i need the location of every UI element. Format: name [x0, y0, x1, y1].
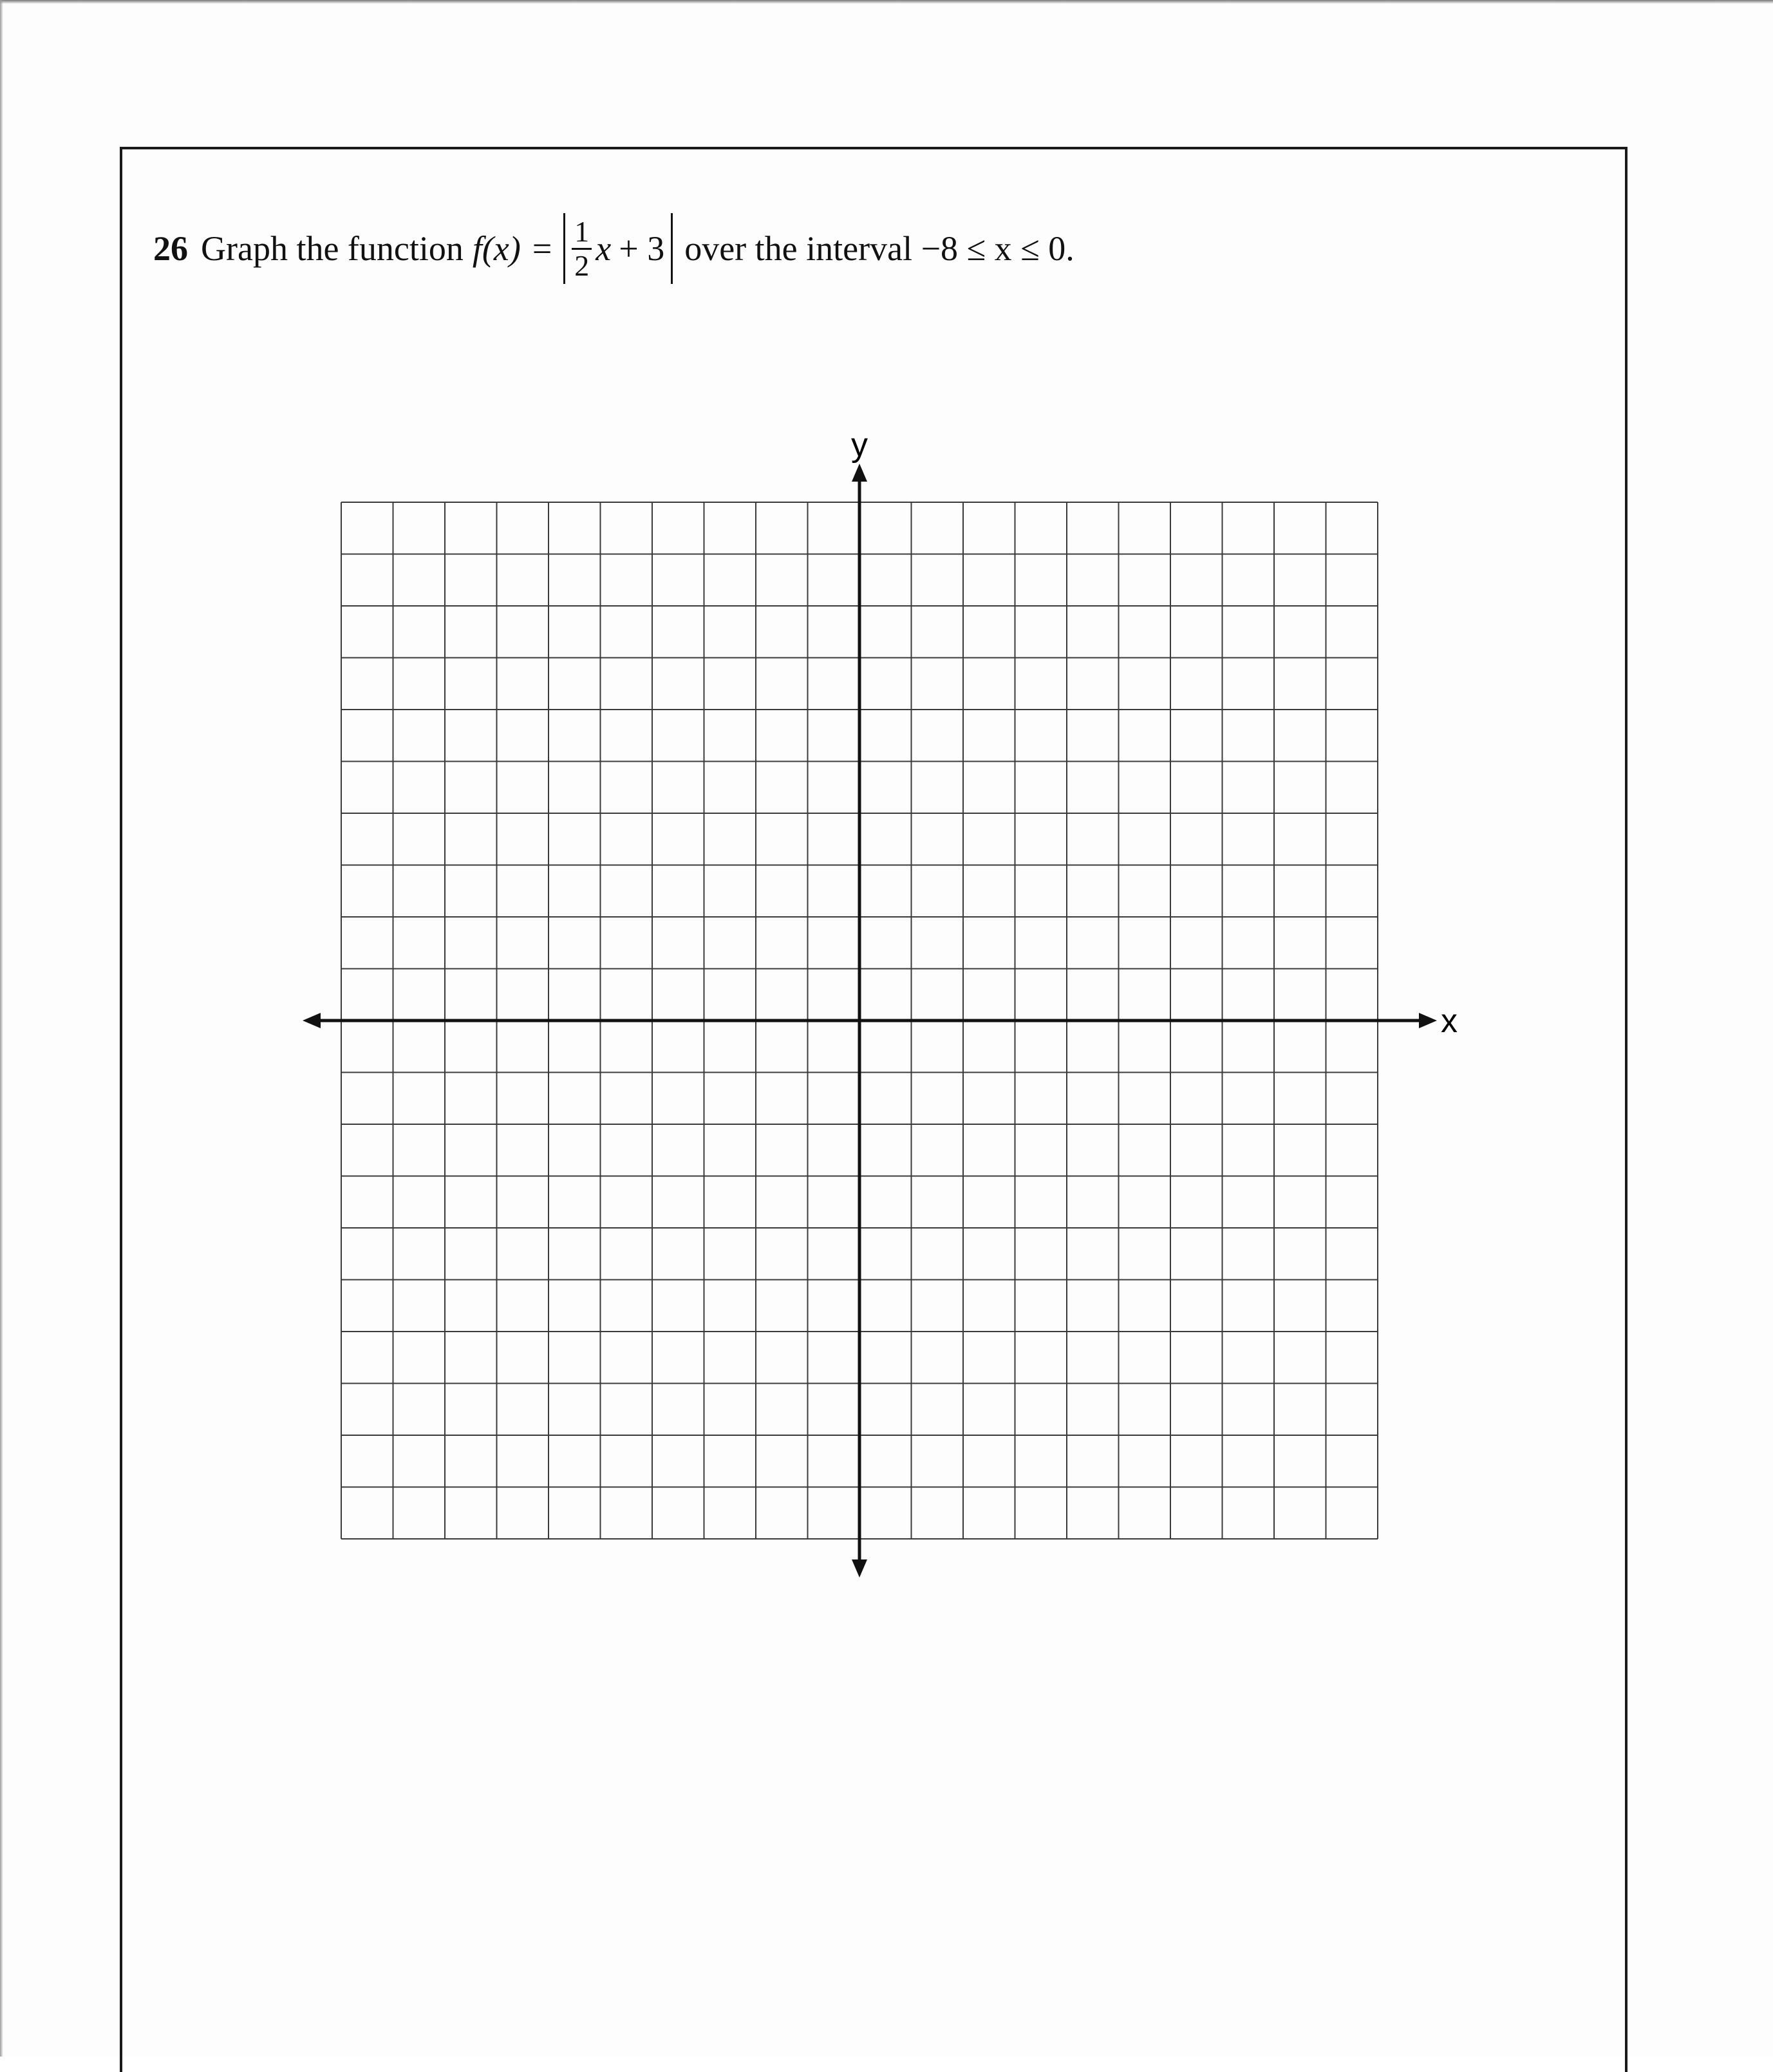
x-axis-left-arrow	[303, 1013, 321, 1028]
y-axis-bottom-arrow	[852, 1559, 867, 1578]
y-axis-label: y	[851, 426, 868, 464]
absolute-value-expression	[563, 213, 673, 284]
scan-edge-left	[0, 0, 3, 2057]
y-axis-top-arrow	[852, 464, 867, 482]
question-lead-text: Graph the function	[201, 229, 464, 268]
interval-text: over the interval −8 ≤ x ≤ 0.	[684, 229, 1074, 268]
fraction-numerator: 1	[572, 217, 592, 250]
question-prompt	[153, 210, 1074, 287]
x-axis-label: x	[1441, 1003, 1458, 1040]
fraction-denominator: 2	[574, 249, 590, 282]
axes	[303, 464, 1437, 1578]
equals-sign: =	[532, 229, 552, 268]
coordinate-grid[interactable]	[303, 426, 1458, 1584]
expression-variable: x	[596, 229, 612, 268]
x-axis-right-arrow	[1419, 1013, 1437, 1028]
fraction	[572, 214, 592, 282]
question-number: 26	[153, 229, 188, 268]
scan-edge-top	[0, 0, 1773, 4]
function-name: f(x)	[472, 229, 521, 268]
expression-constant: + 3	[619, 229, 665, 268]
